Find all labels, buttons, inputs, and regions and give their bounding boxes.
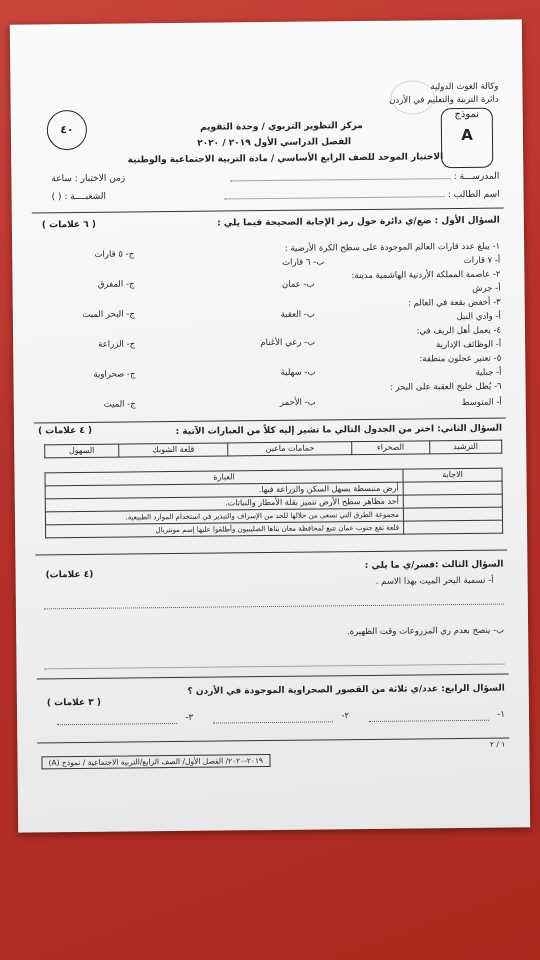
q3-title: السؤال الثالث :فسر/ي ما يلي : (364, 559, 504, 572)
q4-item-1: ١- (497, 709, 506, 720)
school-label: المدرســـة : (453, 171, 500, 183)
q4-marks: ( ٣ علامات ) (46, 697, 102, 709)
q1-opt-b[interactable]: ب- سهلية (280, 367, 316, 378)
q1-title: السؤال الأول : ضع/ي دائرة حول رمز الإجابة الصحيحة فيما يلي : (217, 215, 500, 229)
time-label: زمن الاختبار : ساعة (51, 173, 126, 185)
q1-stem-1: ١- يبلغ عدد قارات العالم الموجودة على سطح الكرة الأرضية : (284, 241, 501, 254)
q1-opt-c[interactable]: ج- الزراعة (98, 339, 136, 350)
q2-title: السؤال الثاني: اختر من الجدول التالي ما تشير إليه كلاً من العبارات الآتية : (175, 423, 503, 437)
q1-opt-b[interactable]: ب- العقبة (280, 309, 315, 320)
answer-cell[interactable] (403, 507, 502, 521)
page-number: ١ / ٢ (489, 739, 506, 749)
answer-cell[interactable] (403, 481, 502, 495)
q1-opt-c[interactable]: ج- البحر الميت (82, 309, 135, 320)
q1-opt-c[interactable]: ج- صحراوية (93, 369, 136, 380)
exam-title: الاختبار الموحد للصف الرابع الأساسي / مادة التربية الاجتماعية والوطنية (127, 152, 444, 166)
semester: الفصل الدراسي الأول ٢٠١٩ / ٢٠٢٠ (197, 137, 352, 149)
q1-opt-c[interactable]: ج- المفرق (97, 279, 135, 290)
q1-opt-b[interactable]: ب- الأحمر (279, 397, 316, 408)
word-bank-cell: قلعة الشوبك (118, 443, 228, 457)
header-divider (32, 208, 504, 214)
q4-item-2: ٢- (341, 711, 350, 722)
q4-item-3: ٣- (185, 712, 194, 723)
q4-answer-line-2[interactable] (213, 721, 333, 723)
q1-divider (34, 418, 506, 424)
q3-answer-line-b[interactable] (45, 664, 505, 670)
q2-marks: ( ٤ علامات ) (37, 425, 93, 437)
q2-divider (35, 550, 507, 556)
col-answer-header: الاجابة (403, 468, 502, 482)
word-bank-cell: حمامات ماعين (228, 442, 352, 456)
q1-stem-4: ٤- يعمل أهل الريف في: (416, 325, 502, 337)
footer-text: ٢٠١٩-٢٠٢٠/ الفصل الأول/ الصف الرابع/التربية الاجتماعية / نموذج (A) (41, 754, 270, 770)
phrase-cell: قلعة تقع جنوب عمان تتبع لمحافظة معان بناها الصليبيون وأطلقوا عليها إسم مونتريال (46, 521, 404, 538)
center-name: مركز التطوير التربوي / وحدة التقويم (200, 121, 363, 133)
model-label: نموذج (454, 108, 480, 121)
q1-opt-b[interactable]: ب- رعي الأغنام (260, 337, 316, 349)
phrase-cell: مجموعة الطرق التي نسعى من خلالها للحد من الإسراف والتبذير في استخدام الموارد الطبيعية. (45, 508, 403, 525)
q1-stem-2: ٢- عاصمة المملكة الأردنية الهاشمية مدينة: (351, 269, 501, 282)
q1-stem-6: ٦- يُطل خليج العقبة على البحر : (389, 381, 502, 393)
q1-opt-a[interactable]: أ- جرش (472, 283, 501, 294)
q1-stem-5: ٥- تعتبر عجلون منطقة: (419, 353, 502, 365)
school-field (231, 172, 500, 186)
q4-answer-line-1[interactable] (369, 720, 489, 722)
col-phrase-header: العبارة (45, 469, 403, 486)
q4-answer-line-3[interactable] (57, 723, 177, 725)
emblem-watermark (390, 80, 434, 114)
exam-paper (10, 19, 530, 832)
q1-opt-c[interactable]: ج- الميت (103, 399, 136, 410)
q1-stem-3: ٣- أخفض بقعة في العالم : (407, 297, 501, 309)
word-bank-cell: السهول (45, 444, 119, 458)
student-blank[interactable] (225, 196, 445, 199)
ministry-name: وكالة الغوث الدولية (430, 81, 499, 93)
word-bank-cell: الصحراء (352, 441, 430, 455)
q1-opt-a[interactable]: أ- الوظائف الإدارية (436, 339, 502, 351)
model-letter: A (461, 125, 473, 144)
school-blank[interactable] (231, 178, 451, 181)
section-label: الشعبــــة : ( ) (51, 191, 106, 203)
q3-answer-line-a[interactable] (44, 604, 504, 610)
q3-part-b: ب- ينصح بعدم ري المزروعات وقت الظهيرة. (346, 625, 505, 638)
q1-opt-a[interactable]: أ- جبلية (475, 367, 502, 378)
q3-divider (37, 674, 509, 680)
q1-opt-b[interactable]: ب- عمان (281, 279, 315, 290)
total-score: ٤٠ (47, 110, 87, 150)
q1-opt-a[interactable]: أ- ٧ قارات (463, 255, 501, 266)
answer-cell[interactable] (403, 494, 502, 508)
footer-divider (37, 738, 509, 744)
phrase-cell: أرض منبسطة يسهل السكن والزراعة فيها. (45, 482, 403, 499)
student-field (225, 190, 500, 204)
q1-opt-a[interactable]: أ- وادي النيل (456, 311, 501, 323)
q3-marks: (٤ علامات) (45, 569, 94, 581)
model-box (441, 108, 494, 169)
q3-part-a: أ- تسمية البحر الميت بهذا الاسم . (375, 575, 494, 587)
answer-cell[interactable] (404, 520, 503, 534)
department-name: دائرة التربية والتعليم في الأردن (389, 94, 499, 106)
q1-opt-a[interactable]: أ- المتوسط (461, 397, 502, 408)
phrases-table (44, 468, 503, 539)
word-bank-cell: الترشيد (429, 440, 502, 454)
student-label: اسم الطالب : (447, 189, 500, 201)
q4-title: السؤال الرابع: عدد/ي ثلاثة من القصور الصحراوية الموجودة في الأردن ؟ (187, 683, 505, 697)
phrase-cell: أحد مظاهر سطح الأرض تتميز بقلة الأمطار والنباتات. (45, 495, 403, 512)
q1-marks: ( ٦ علامات ) (41, 219, 97, 231)
q1-opt-b[interactable]: ب- ٦ قارات (282, 257, 325, 268)
q1-opt-c[interactable]: ج- ٥ قارات (94, 249, 135, 260)
word-bank-table (44, 440, 502, 459)
